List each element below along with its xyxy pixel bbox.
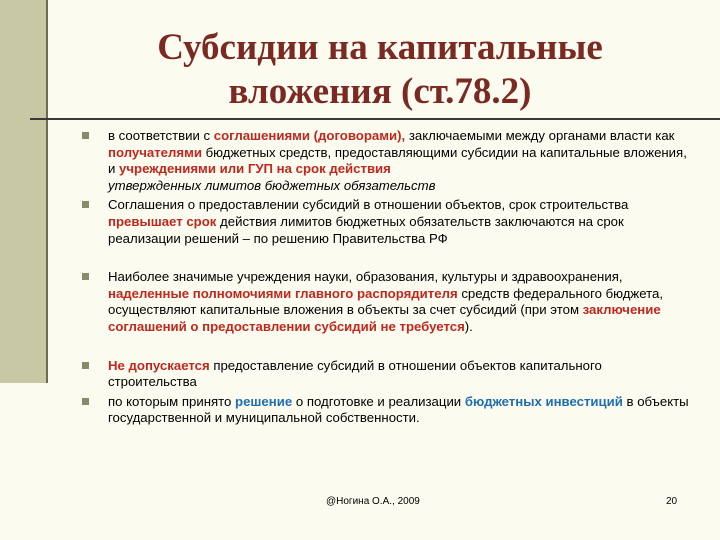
text-run: Соглашения о предоставлении субсидий в отношении объектов, срок строительства xyxy=(108,197,629,213)
title-line-2: вложения (ст.78.2) xyxy=(228,71,532,112)
highlight-red: Не допускается xyxy=(108,357,210,373)
bullet-item-decision xyxy=(78,394,690,427)
bullet-item-institutions xyxy=(78,269,690,335)
text-run: действия лимитов бюджетных обязательств заключаются на срок реализации решений – по решению Правительства РФ xyxy=(108,213,624,246)
bullet-item-not-allowed xyxy=(78,358,690,391)
left-bar-shadow xyxy=(46,0,48,383)
text-run: бюджетных средств, предоставляющими субсидии на капитальные вложения, и xyxy=(108,144,687,177)
text-run: в соответствии с xyxy=(108,128,214,143)
page-number: 20 xyxy=(666,496,678,507)
highlight-red: наделенные полномочиями главного распорядителя xyxy=(108,285,458,301)
text-run: по которым принято xyxy=(108,393,236,409)
text-italic: утвержденных лимитов бюджетных обязательств xyxy=(108,177,436,193)
text-run: ). xyxy=(464,318,473,334)
text-run: средств федерального бюджета, осуществляют капитальные вложения в объекты за счет субсидий (при этом xyxy=(108,285,664,318)
highlight-red: превышает срок xyxy=(108,213,217,229)
text-run: о подготовке и реализации xyxy=(292,393,465,409)
highlight-blue: бюджетных инвестиций xyxy=(464,393,623,409)
square-bullet-icon xyxy=(82,398,89,405)
square-bullet-icon xyxy=(82,201,89,208)
highlight-red: заключение соглашений о предоставлении субсидий не требуется xyxy=(108,302,661,334)
text-run: в объекты государственной и муниципальной собственности. xyxy=(108,393,689,426)
title-divider xyxy=(30,118,720,120)
highlight-red: учреждениями или ГУП на срок действия xyxy=(119,161,391,177)
highlight-blue: решение xyxy=(235,393,293,409)
text-run: Наиболее значимые учреждения науки, образования, культуры и здравоохранения, xyxy=(108,269,623,285)
footer-author: @Ногина О.А., 2009 xyxy=(326,496,420,507)
title-line-1: Субсидии на капитальные xyxy=(157,27,603,68)
square-bullet-icon xyxy=(82,132,89,139)
text-run: предоставление субсидий в отношении объектов капитального строительства xyxy=(108,357,602,390)
slide-title xyxy=(110,26,650,114)
slide-body xyxy=(78,128,690,427)
highlight-red: соглашениями (договорами), xyxy=(213,128,406,143)
left-decorative-bar xyxy=(0,0,46,383)
bullet-item-agreements xyxy=(78,128,690,194)
highlight-red: получателями xyxy=(108,144,202,160)
square-bullet-icon xyxy=(82,273,89,280)
text-run: заключаемыми между органами власти как xyxy=(405,128,675,143)
square-bullet-icon xyxy=(82,362,89,369)
bullet-item-construction-term xyxy=(78,197,690,247)
